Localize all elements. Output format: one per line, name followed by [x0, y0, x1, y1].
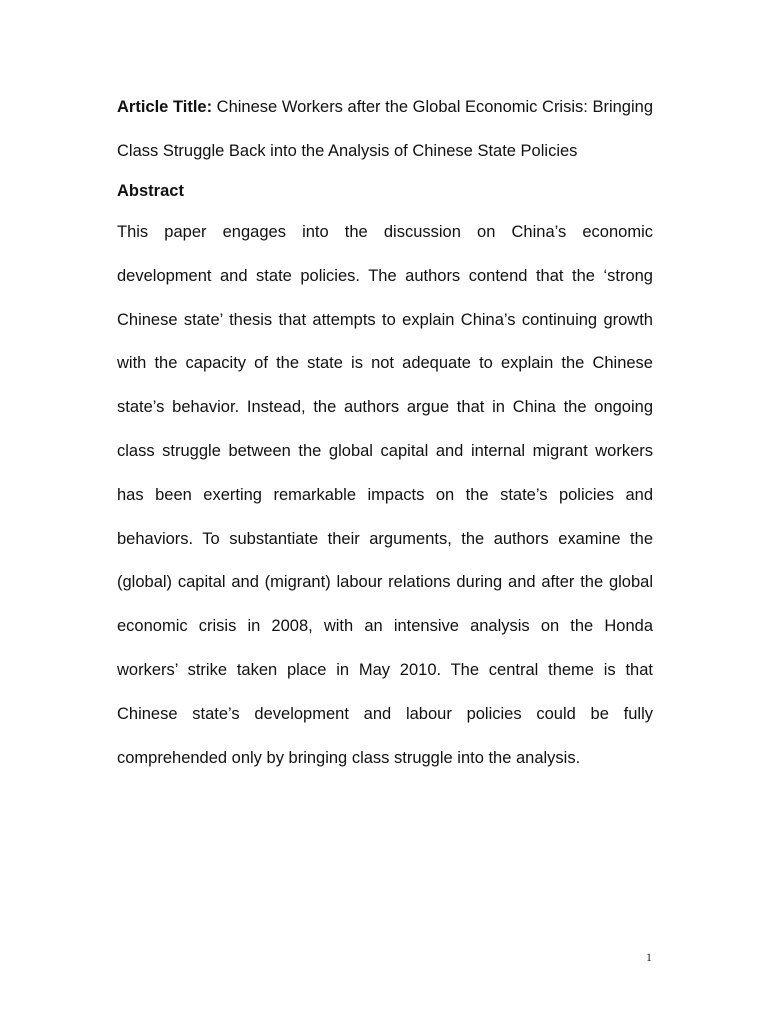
- article-title-label: Article Title:: [117, 98, 213, 116]
- page-number: 1: [646, 950, 652, 964]
- abstract-heading: Abstract: [117, 182, 184, 200]
- article-title-text: Chinese Workers after the Global Economic Crisis: Bringing Class Struggle Back into the Analysis of Chinese State Policies: [117, 98, 653, 160]
- document-content: [117, 86, 653, 780]
- abstract-body: This paper engages into the discussion on China’s economic development and state policies. The authors contend that the ‘strong Chinese state’ thesis that attempts to explain China’s continuing growth with the capacity of the state is not adequate to explain the Chinese state’s behavior. Instead, the authors argue that in China the ongoing class struggle between the global capital and internal migrant workers has been exerting remarkable impacts on the state’s policies and behaviors. To substantiate their arguments, the authors examine the (global) capital and (migrant) labour relations during and after the global economic crisis in 2008, with an intensive analysis on the Honda workers’ strike taken place in May 2010. The central theme is that Chinese state’s development and labour policies could be fully comprehended only by bringing class struggle into the analysis.: [117, 223, 653, 767]
- article-title: [117, 86, 653, 173]
